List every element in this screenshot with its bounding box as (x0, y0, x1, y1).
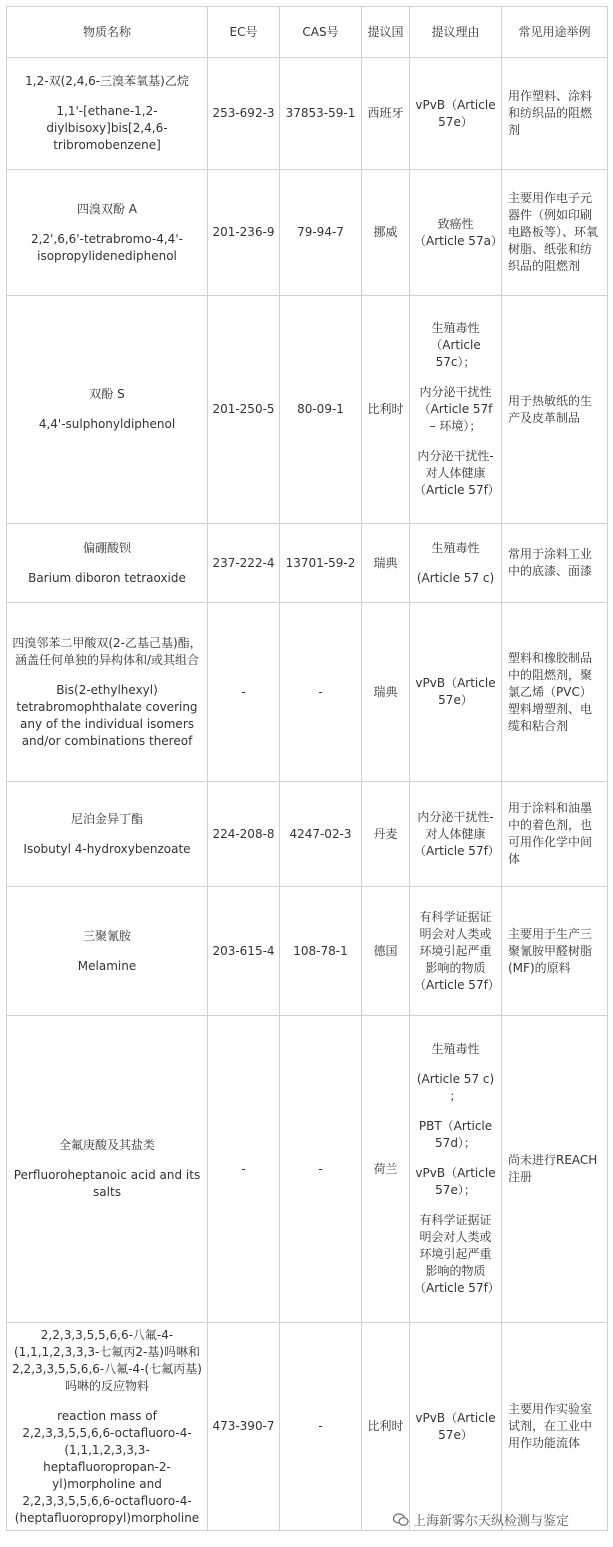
table-row (7, 296, 608, 524)
substance-name-en: 2,2',6,6'-tetrabromo-4,4'-isopropylidenediphenol (31, 231, 183, 263)
substance-name-cn: 2,2,3,3,5,5,6,6-八氟-4-(1,1,1,2,3,3,3-七氟丙2-基)吗啉和2,2,3,3,5,5,6,6-八氟-4-(七氟丙基)吗啉的反应物料 (12, 1327, 202, 1393)
substance-name-cell (7, 524, 208, 603)
reason-item: vPvB（Article 57e）； (415, 1166, 496, 1197)
reason-cell (410, 524, 502, 603)
substance-name-en: 1,1'-[ethane-1,2-diylbisoxy]bis[2,4,6-tribromobenzene] (46, 104, 168, 152)
country-cell: 比利时 (362, 296, 410, 524)
reason-cell (410, 1323, 502, 1531)
reason-cell (410, 887, 502, 1016)
substance-name-en: Bis(2-ethylhexyl) tetrabromophthalate covering any of the individual isomers and/or combinations thereof (16, 682, 198, 748)
ec-number-cell: - (208, 603, 280, 782)
cas-number-cell: 13701-59-2 (280, 524, 362, 603)
reason-item: 内分泌干扰性-对人体健康（Article 57f） (414, 449, 500, 497)
cas-number-cell: 108-78-1 (280, 887, 362, 1016)
country-cell: 丹麦 (362, 782, 410, 887)
substance-name-cn: 全氟庚酸及其盐类 (58, 1138, 155, 1152)
table-row (7, 170, 608, 296)
country-cell: 西班牙 (362, 58, 410, 170)
ec-number-cell: 203-615-4 (208, 887, 280, 1016)
cas-number-cell: - (280, 1016, 362, 1323)
reason-item: 生殖毒性 (431, 1042, 480, 1056)
wechat-icon (393, 1513, 409, 1527)
reason-item: vPvB（Article 57e） (415, 676, 496, 707)
substance-name-cn: 双酚 S (89, 387, 125, 401)
substance-name-cn: 三聚氰胺 (82, 928, 131, 943)
substance-name-cell (7, 58, 208, 170)
substance-name-cn: 四溴双酚 A (76, 201, 138, 216)
substance-name-cell (7, 1016, 208, 1323)
svhc-table (6, 6, 608, 1531)
reason-cell (410, 603, 502, 782)
table-row (7, 58, 608, 170)
use-cell: 主要用作电子元器件（例如印刷电路板等）、环氧树脂、纸张和纺织品的阻燃剂 (502, 170, 608, 296)
cas-number-cell: 4247-02-3 (280, 782, 362, 887)
reason-item: PBT（Article 57d）； (418, 1119, 493, 1150)
country-cell: 比利时 (362, 1323, 410, 1531)
country-cell: 荷兰 (362, 1016, 410, 1323)
use-cell: 主要用作实验室试剂，在工业中用作功能流体 (502, 1323, 608, 1531)
ec-number-cell: 473-390-7 (208, 1323, 280, 1531)
substance-name-cn: 偏硼酸钡 (82, 540, 131, 555)
use-cell: 尚未进行REACH注册 (502, 1016, 608, 1323)
header-ec: EC号 (208, 7, 280, 58)
reason-cell (410, 1016, 502, 1323)
ec-number-cell: 237-222-4 (208, 524, 280, 603)
substance-name-cn: 1,2-双(2,4,6-三溴苯氧基)乙烷 (25, 74, 189, 88)
reason-item: 有科学证据证明会对人类或环境引起严重影响的物质（Article 57f） (414, 1213, 500, 1295)
reason-cell (410, 296, 502, 524)
cas-number-cell: - (280, 1323, 362, 1531)
reason-item: 致癌性（Article 57a） (414, 216, 503, 248)
country-cell: 德国 (362, 887, 410, 1016)
reason-item: (Article 57 c) ； (416, 1072, 495, 1103)
substance-name-cell (7, 603, 208, 782)
substance-name-en: Perfluoroheptanoic acid and its salts (13, 1168, 201, 1199)
ec-number-cell: 201-236-9 (208, 170, 280, 296)
substance-name-cn: 四溴邻苯二甲酸双(2-乙基己基)酯，涵盖任何单独的异构体和/或其组合 (12, 635, 202, 667)
substance-name-en: Barium diboron tetraoxide (28, 570, 186, 585)
substance-name-en: Melamine (77, 958, 137, 973)
use-cell: 用于涂料和油墨中的着色剂，也可用作化学中间体 (502, 782, 608, 887)
header-reason: 提议理由 (410, 7, 502, 58)
table-row (7, 887, 608, 1016)
watermark (393, 1510, 569, 1529)
cas-number-cell: 80-09-1 (280, 296, 362, 524)
substance-name-cell (7, 296, 208, 524)
reason-item: (Article 57 c) (416, 570, 495, 585)
reason-item: 有科学证据证明会对人类或环境引起严重影响的物质（Article 57f） (414, 909, 500, 992)
substance-name-en: 4,4'-sulphonyldiphenol (38, 417, 176, 431)
reason-item: 生殖毒性 (431, 540, 480, 555)
use-cell: 用作塑料、涂料和纺织品的阻燃剂 (502, 58, 608, 170)
reason-item: vPvB（Article 57e） (415, 1410, 496, 1442)
use-cell: 用于热敏纸的生产及皮革制品 (502, 296, 608, 524)
country-cell: 瑞典 (362, 524, 410, 603)
ec-number-cell: - (208, 1016, 280, 1323)
header-name: 物质名称 (7, 7, 208, 58)
ec-number-cell: 253-692-3 (208, 58, 280, 170)
reason-cell (410, 58, 502, 170)
header-cas: CAS号 (280, 7, 362, 58)
watermark-text: 上海新雾尔天纵检测与鉴定 (413, 1514, 570, 1529)
substance-name-cn: 尼泊金异丁酯 (70, 811, 143, 826)
ec-number-cell: 201-250-5 (208, 296, 280, 524)
reason-cell (410, 170, 502, 296)
reason-item: 生殖毒性（Article 57c）； (430, 321, 481, 369)
use-cell: 常用于涂料工业中的底漆、面漆 (502, 524, 608, 603)
substance-name-cell (7, 782, 208, 887)
cas-number-cell: 37853-59-1 (280, 58, 362, 170)
cas-number-cell: - (280, 603, 362, 782)
reason-item: 内分泌干扰性-对人体健康（Article 57f） (414, 809, 500, 858)
header-use: 常见用途举例 (502, 7, 608, 58)
country-cell: 挪威 (362, 170, 410, 296)
substance-name-cell (7, 887, 208, 1016)
table-row (7, 1016, 608, 1323)
header-row (7, 7, 608, 58)
table-row (7, 1323, 608, 1531)
reason-cell (410, 782, 502, 887)
reason-item: vPvB（Article 57e） (415, 97, 496, 129)
cas-number-cell: 79-94-7 (280, 170, 362, 296)
substance-name-en: reaction mass of 2,2,3,3,5,5,6,6-octafluoro-4-(1,1,1,2,3,3,3-heptafluoropropan-2-yl)morpholine and 2,2,3,3,5,5,6,6-octafluoro-4-(heptafluoropropyl)morpholine (14, 1408, 200, 1525)
reason-item: 内分泌干扰性（Article 57f – 环境）； (418, 385, 493, 433)
ec-number-cell: 224-208-8 (208, 782, 280, 887)
header-country: 提议国 (362, 7, 410, 58)
table-row (7, 524, 608, 603)
table-row (7, 782, 608, 887)
table-row (7, 603, 608, 782)
substance-name-en: Isobutyl 4-hydroxybenzoate (23, 841, 191, 856)
use-cell: 塑料和橡胶制品中的阻燃剂，聚氯乙烯（PVC）塑料增塑剂、电缆和粘合剂 (502, 603, 608, 782)
substance-name-cell (7, 170, 208, 296)
substance-name-cell (7, 1323, 208, 1531)
country-cell: 瑞典 (362, 603, 410, 782)
use-cell: 主要用于生产三聚氰胺甲醛树脂(MF)的原料 (502, 887, 608, 1016)
